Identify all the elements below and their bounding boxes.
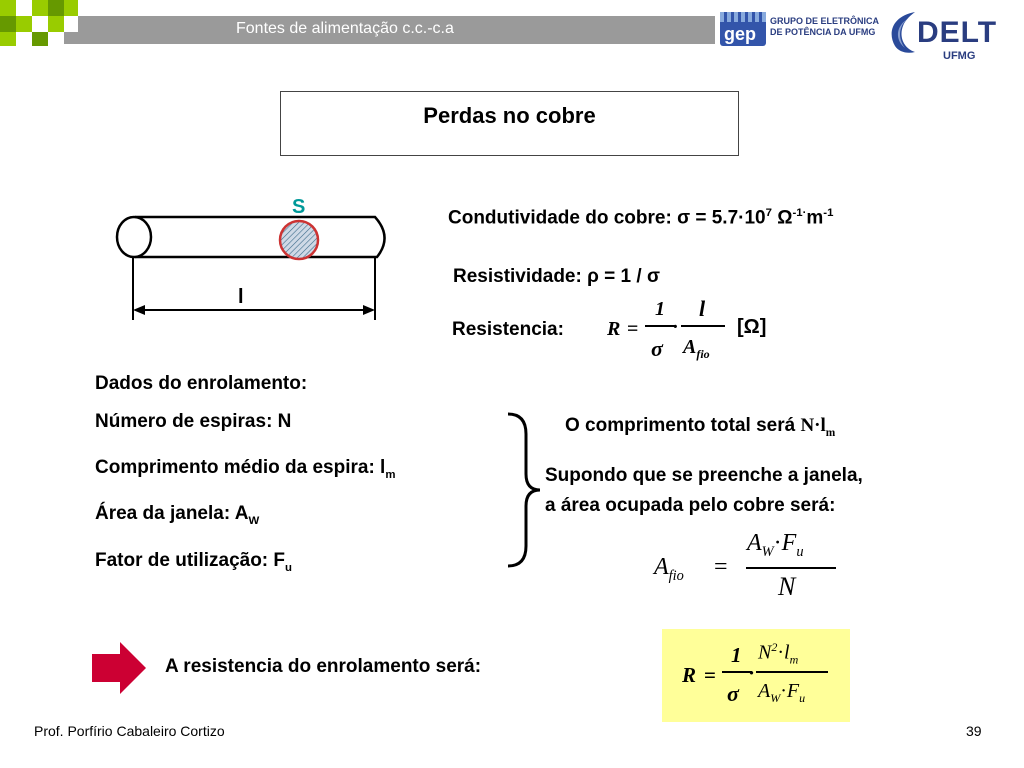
assume-line-1: Supondo que se preenche a janela, <box>545 465 863 486</box>
delt-logo-text: DELT <box>917 16 998 49</box>
formula-fraction-bar-2 <box>681 325 725 327</box>
l-label: l <box>238 286 244 308</box>
resistivity-line <box>453 266 660 288</box>
final-den-sigma: σ <box>727 681 739 706</box>
gep-logo-pattern <box>720 12 766 22</box>
delt-logo <box>885 8 998 64</box>
resistivity-label: Resistividade: <box>453 266 582 287</box>
formula-num-1: 1 <box>655 298 665 320</box>
afio-eq: = <box>714 554 728 580</box>
omega-unit: Ω <box>777 207 793 229</box>
assume-line-2: a área ocupada pelo cobre será: <box>545 495 836 516</box>
resistance-unit: [Ω] <box>737 316 767 338</box>
curly-brace <box>500 410 550 570</box>
resistance-formula <box>605 296 785 368</box>
formula-den-sigma: σ <box>651 336 663 361</box>
conductivity-label: Condutividade do cobre: <box>448 207 672 229</box>
total-length-formula: $N\cdot l_m$ <box>800 415 836 439</box>
formula-r: R <box>607 318 621 340</box>
final-eq: = <box>704 663 716 687</box>
dimension-arrow-right <box>363 305 375 315</box>
winding-turns: Número de espiras: N <box>95 411 292 432</box>
formula-eq: = <box>627 318 639 340</box>
formula-den-a: $A_{fio}$ <box>683 336 710 361</box>
winding-window-area: Área da janela: $A_W$ <box>95 503 260 527</box>
final-formula-box <box>662 629 850 722</box>
afio-lhs: $A_{fio}$ <box>654 554 684 584</box>
afio-fraction-bar <box>746 567 836 569</box>
conductivity-value: = 5.7·10 <box>695 207 766 229</box>
omega-exponent: -1· <box>792 207 807 219</box>
conductor-body <box>135 217 385 257</box>
total-length-line <box>565 415 835 439</box>
formula-fraction-bar-1 <box>645 325 675 327</box>
afio-numerator: $A_W\cdot F_u$ <box>747 530 804 560</box>
winding-utilization: Fator de utilização: $F_u$ <box>95 550 292 574</box>
winding-mean-length: Comprimento médio da espira: $l_m$ <box>95 457 396 481</box>
s-label: S <box>292 196 306 218</box>
afio-formula <box>650 530 850 610</box>
final-denominator: $A_W\cdot F_u$ <box>758 680 806 705</box>
gep-logo <box>720 12 880 48</box>
gep-caption-line-2: DE POTÊNCIA DA UFMG <box>770 27 876 37</box>
final-r: R <box>682 663 697 687</box>
formula-num-l: l <box>699 296 706 321</box>
sigma-symbol: σ <box>677 207 691 229</box>
rho-symbol: ρ <box>587 266 599 287</box>
dimension-arrow-left <box>133 305 145 315</box>
final-label: A resistencia do enrolamento será: <box>165 656 482 677</box>
cross-section-circle <box>280 221 318 259</box>
conductivity-line <box>448 207 833 229</box>
afio-denominator: N <box>778 572 796 601</box>
formula-dot: · <box>672 316 679 338</box>
final-fraction-bar-2 <box>756 671 828 673</box>
final-numerator: $N^2\cdot l_m$ <box>758 640 799 667</box>
title-box <box>280 91 739 156</box>
gep-logo-caption <box>770 16 879 38</box>
meter-exponent: -1 <box>823 207 834 219</box>
meter-unit: m <box>806 207 824 229</box>
gep-logo-mark <box>720 12 766 46</box>
conductor-diagram <box>105 195 405 325</box>
ufmg-logo-text: UFMG <box>943 50 976 62</box>
red-arrow-icon <box>90 640 150 696</box>
total-length-text: O comprimento total será <box>565 415 796 436</box>
winding-heading: Dados do enrolamento: <box>95 373 308 394</box>
header-title: Fontes de alimentação c.c.-c.a <box>236 20 454 37</box>
final-num-1: 1 <box>731 643 742 667</box>
slide-title: Perdas no cobre <box>423 103 596 128</box>
conductor-end <box>117 217 151 257</box>
gep-logo-text: gep <box>724 24 757 44</box>
footer-author: Prof. Porfírio Cabaleiro Cortizo <box>34 723 225 739</box>
page-number: 39 <box>966 723 982 739</box>
sigma-symbol: σ <box>646 266 660 287</box>
resistivity-eq: = 1 / <box>604 266 642 287</box>
final-dot: · <box>748 661 756 685</box>
resistance-label: Resistencia: <box>452 319 564 340</box>
gep-caption-line-1: GRUPO DE ELETRÔNICA <box>770 16 880 26</box>
conductivity-exponent: 7 <box>765 207 772 219</box>
